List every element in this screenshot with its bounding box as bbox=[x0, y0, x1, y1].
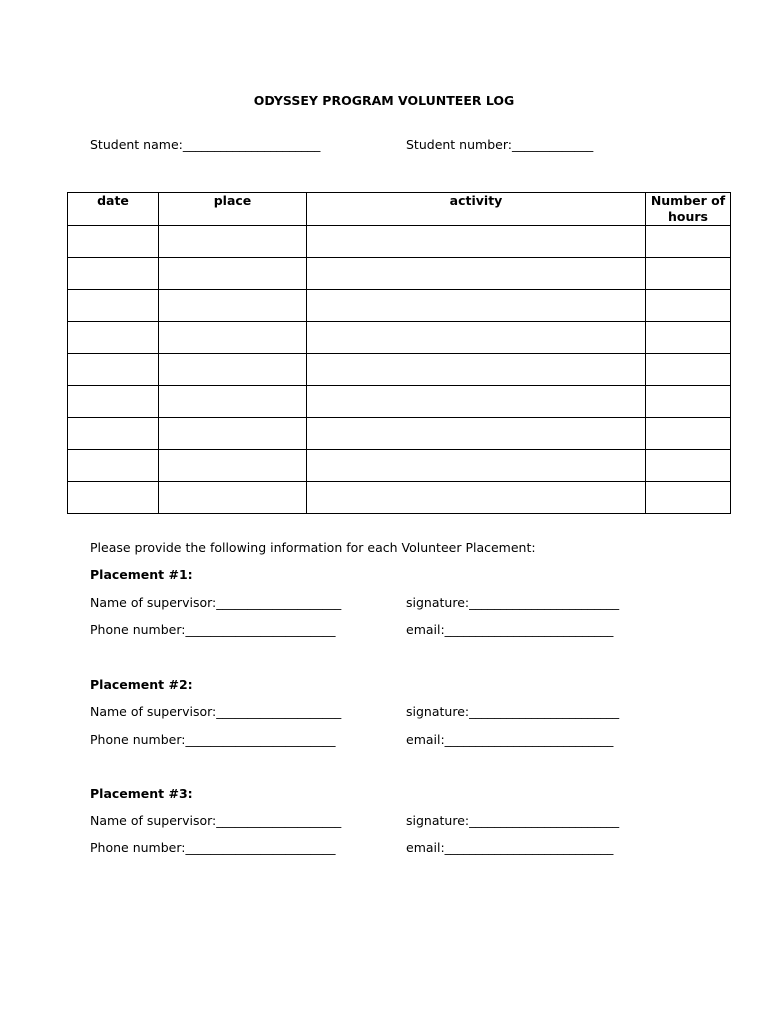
header-number-of-hours: Number of hours bbox=[646, 193, 731, 226]
placement-2-email-field[interactable]: email:___________________________ bbox=[406, 732, 614, 747]
volunteer-log-table bbox=[67, 192, 731, 514]
cell-date[interactable] bbox=[68, 322, 159, 354]
placement-1-heading: Placement #1: bbox=[90, 567, 193, 582]
cell-activity[interactable] bbox=[307, 226, 646, 258]
placement-1-signature-field[interactable]: signature:________________________ bbox=[406, 595, 620, 610]
cell-date[interactable] bbox=[68, 386, 159, 418]
cell-hours[interactable] bbox=[646, 450, 731, 482]
placement-2-heading: Placement #2: bbox=[90, 677, 193, 692]
cell-date[interactable] bbox=[68, 482, 159, 514]
cell-place[interactable] bbox=[159, 354, 307, 386]
cell-hours[interactable] bbox=[646, 226, 731, 258]
cell-date[interactable] bbox=[68, 258, 159, 290]
table-header-row bbox=[68, 193, 731, 226]
cell-hours[interactable] bbox=[646, 482, 731, 514]
placement-1-supervisor-field[interactable]: Name of supervisor:____________________ bbox=[90, 595, 342, 610]
cell-place[interactable] bbox=[159, 482, 307, 514]
cell-date[interactable] bbox=[68, 226, 159, 258]
table-row bbox=[68, 450, 731, 482]
placement-3-email-field[interactable]: email:___________________________ bbox=[406, 840, 614, 855]
header-date: date bbox=[68, 193, 159, 226]
cell-activity[interactable] bbox=[307, 482, 646, 514]
placement-2-signature-field[interactable]: signature:________________________ bbox=[406, 704, 620, 719]
cell-activity[interactable] bbox=[307, 258, 646, 290]
cell-place[interactable] bbox=[159, 450, 307, 482]
table-row bbox=[68, 322, 731, 354]
cell-hours[interactable] bbox=[646, 386, 731, 418]
table-row bbox=[68, 386, 731, 418]
placement-1-phone-field[interactable]: Phone number:________________________ bbox=[90, 622, 336, 637]
cell-place[interactable] bbox=[159, 386, 307, 418]
cell-date[interactable] bbox=[68, 354, 159, 386]
table-row bbox=[68, 226, 731, 258]
cell-place[interactable] bbox=[159, 418, 307, 450]
placement-3-heading: Placement #3: bbox=[90, 786, 193, 801]
placement-3-phone-field[interactable]: Phone number:________________________ bbox=[90, 840, 336, 855]
placement-3-supervisor-field[interactable]: Name of supervisor:____________________ bbox=[90, 813, 342, 828]
cell-hours[interactable] bbox=[646, 290, 731, 322]
cell-place[interactable] bbox=[159, 258, 307, 290]
table-row bbox=[68, 418, 731, 450]
header-place: place bbox=[159, 193, 307, 226]
instructions-text: Please provide the following information for each Volunteer Placement: bbox=[90, 540, 536, 555]
cell-hours[interactable] bbox=[646, 322, 731, 354]
table-row bbox=[68, 482, 731, 514]
cell-activity[interactable] bbox=[307, 418, 646, 450]
cell-place[interactable] bbox=[159, 322, 307, 354]
cell-hours[interactable] bbox=[646, 258, 731, 290]
cell-activity[interactable] bbox=[307, 450, 646, 482]
header-activity: activity bbox=[307, 193, 646, 226]
student-number-field[interactable]: Student number:_____________ bbox=[406, 137, 594, 152]
cell-date[interactable] bbox=[68, 290, 159, 322]
placement-3-signature-field[interactable]: signature:________________________ bbox=[406, 813, 620, 828]
cell-hours[interactable] bbox=[646, 354, 731, 386]
table-row bbox=[68, 258, 731, 290]
table-row bbox=[68, 290, 731, 322]
student-name-field[interactable]: Student name:______________________ bbox=[90, 137, 321, 152]
placement-2-supervisor-field[interactable]: Name of supervisor:____________________ bbox=[90, 704, 342, 719]
cell-place[interactable] bbox=[159, 226, 307, 258]
page-title: ODYSSEY PROGRAM VOLUNTEER LOG bbox=[253, 93, 515, 108]
cell-activity[interactable] bbox=[307, 290, 646, 322]
cell-activity[interactable] bbox=[307, 354, 646, 386]
placement-1-email-field[interactable]: email:___________________________ bbox=[406, 622, 614, 637]
cell-place[interactable] bbox=[159, 290, 307, 322]
cell-activity[interactable] bbox=[307, 386, 646, 418]
cell-hours[interactable] bbox=[646, 418, 731, 450]
cell-activity[interactable] bbox=[307, 322, 646, 354]
cell-date[interactable] bbox=[68, 418, 159, 450]
cell-date[interactable] bbox=[68, 450, 159, 482]
placement-2-phone-field[interactable]: Phone number:________________________ bbox=[90, 732, 336, 747]
table-row bbox=[68, 354, 731, 386]
